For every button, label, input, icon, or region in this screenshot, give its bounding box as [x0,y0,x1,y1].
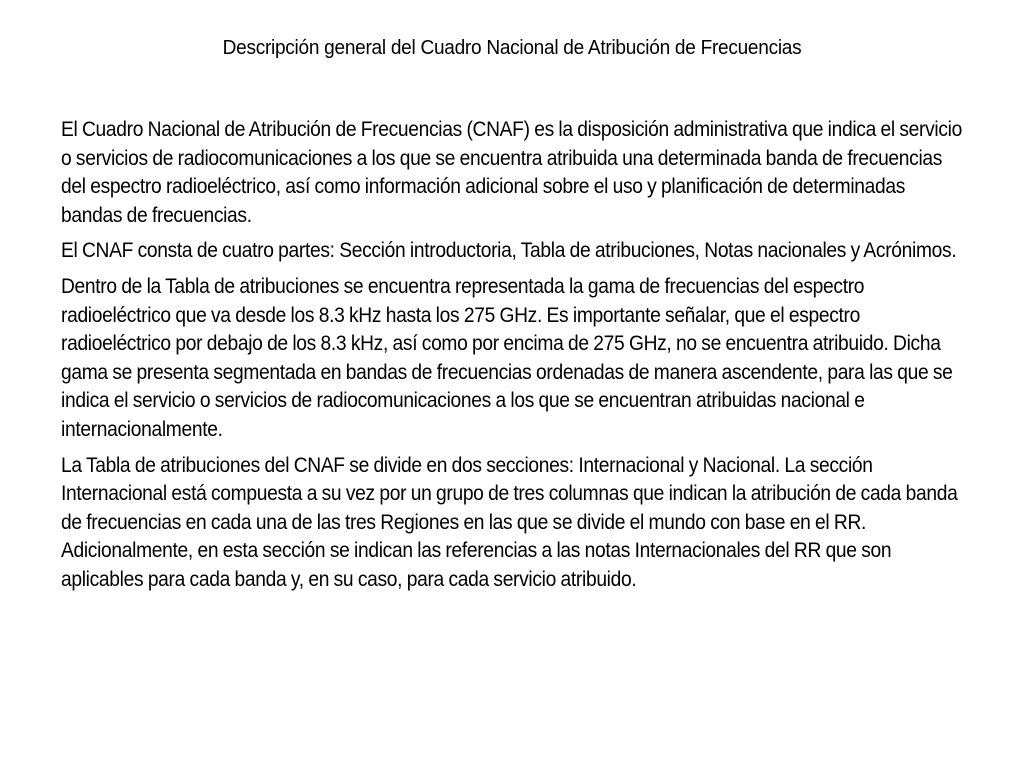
slide-body [61,116,966,602]
slide-title: Descripción general del Cuadro Nacional de Atribución de Frecuencias [222,36,802,59]
paragraph-text: Dentro de la Tabla de atribuciones se encuentra representada la gama de frecuencias del espectro radioeléctrico que va desde los 8.3 kHz hasta los 275 GHz. Es importante señalar, que el espectro radioeléctrico por debajo de los 8.3 kHz, así como por encima de 275 GHz, no se encuentra atribuido. Dicha gama se presenta segmentada en bandas de frecuencias ordenadas de manera ascendente, para las que se indica el servicio o servicios de radiocomunicaciones a los que se encuentran atribuidas nacional e internacionalmente. [61,274,953,441]
paragraph-text: El CNAF consta de cuatro partes: Sección introductoria, Tabla de atribuciones, Notas nacionales y Acrónimos. [61,239,957,263]
body-paragraph-4 [61,452,966,595]
paragraph-text: La Tabla de atribuciones del CNAF se divide en dos secciones: Internacional y Nacional. La sección Internacional está compuesta a su vez por un grupo de tres columnas que indican la atribución de cada banda de frecuencias en cada una de las tres Regiones en las que se divide el mundo con base en el RR. Adicionalmente, en esta sección se indican las referencias a las notas Internacionales del RR que son aplicables para cada banda y, en su caso, para cada servicio atribuido. [61,453,958,591]
body-paragraph-2 [61,237,966,266]
body-paragraph-3 [61,273,966,445]
paragraph-text: El Cuadro Nacional de Atribución de Frecuencias (CNAF) es la disposición administrativa que indica el servicio o servicios de radiocomunicaciones a los que se encuentra atribuida una determinada banda de frecuencias del espectro radioeléctrico, así como información adicional sobre el uso y planificación de determinadas bandas de frecuencias. [61,118,962,227]
body-paragraph-1 [61,116,966,230]
